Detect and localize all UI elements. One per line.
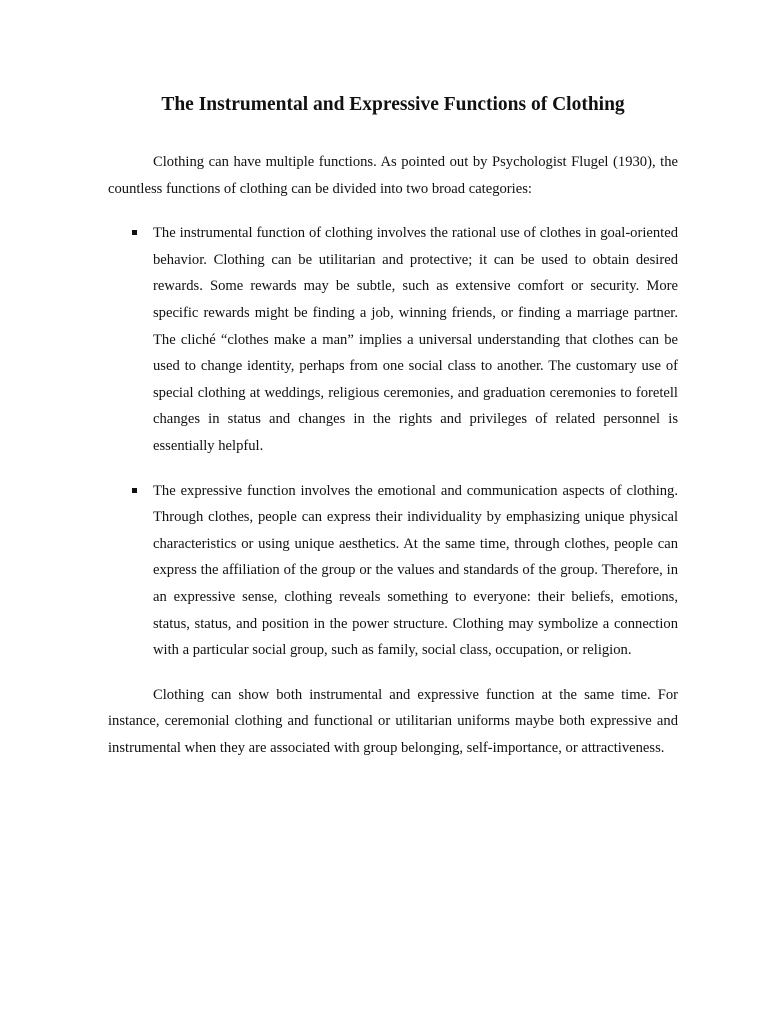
bullet-item-expressive bbox=[153, 478, 678, 664]
bullet-text: The instrumental function of clothing involves the rational use of clothes in goal-oriented behavior. Clothing can be utilitarian and protective; it can be used to obtain desired rewards. Some rewards may be subtle, such as extensive comfort or security. More specific rewards might be finding a job, winning friends, or finding a marriage partner. The cliché “clothes make a man” implies a universal understanding that clothes can be used to change identity, perhaps from one social class to another. The customary use of special clothing at weddings, religious ceremonies, and graduation ceremonies to foretell changes in status and changes in the rights and privileges of related personnel is essentially helpful. bbox=[153, 225, 678, 454]
intro-paragraph: Clothing can have multiple functions. As pointed out by Psychologist Flugel (1930), the countless functions of clothing can be divided into two broad categories: bbox=[108, 154, 678, 197]
square-bullet-icon bbox=[132, 230, 137, 235]
document-title: The Instrumental and Expressive Functions of Clothing bbox=[161, 94, 625, 115]
square-bullet-icon bbox=[132, 488, 137, 493]
bullet-item-instrumental bbox=[153, 220, 678, 459]
bullet-text: The expressive function involves the emotional and communication aspects of clothing. Through clothes, people can express their individuality by emphasizing unique physical characteristics or using unique aesthetics. At the same time, through clothes, people can express the affiliation of the group or the values and standards of the group. Therefore, in an expressive sense, clothing reveals something to everyone: their beliefs, emotions, status, status, and position in the power structure. Clothing may symbolize a connection with a particular social group, such as family, social class, occupation, or religion. bbox=[153, 482, 678, 659]
bullet-list bbox=[108, 220, 678, 664]
closing-paragraph: Clothing can show both instrumental and expressive function at the same time. For instance, ceremonial clothing and functional or utilitarian uniforms maybe both expressive and instrumental when they are associated with group belonging, self-importance, or attractiveness. bbox=[108, 686, 678, 756]
